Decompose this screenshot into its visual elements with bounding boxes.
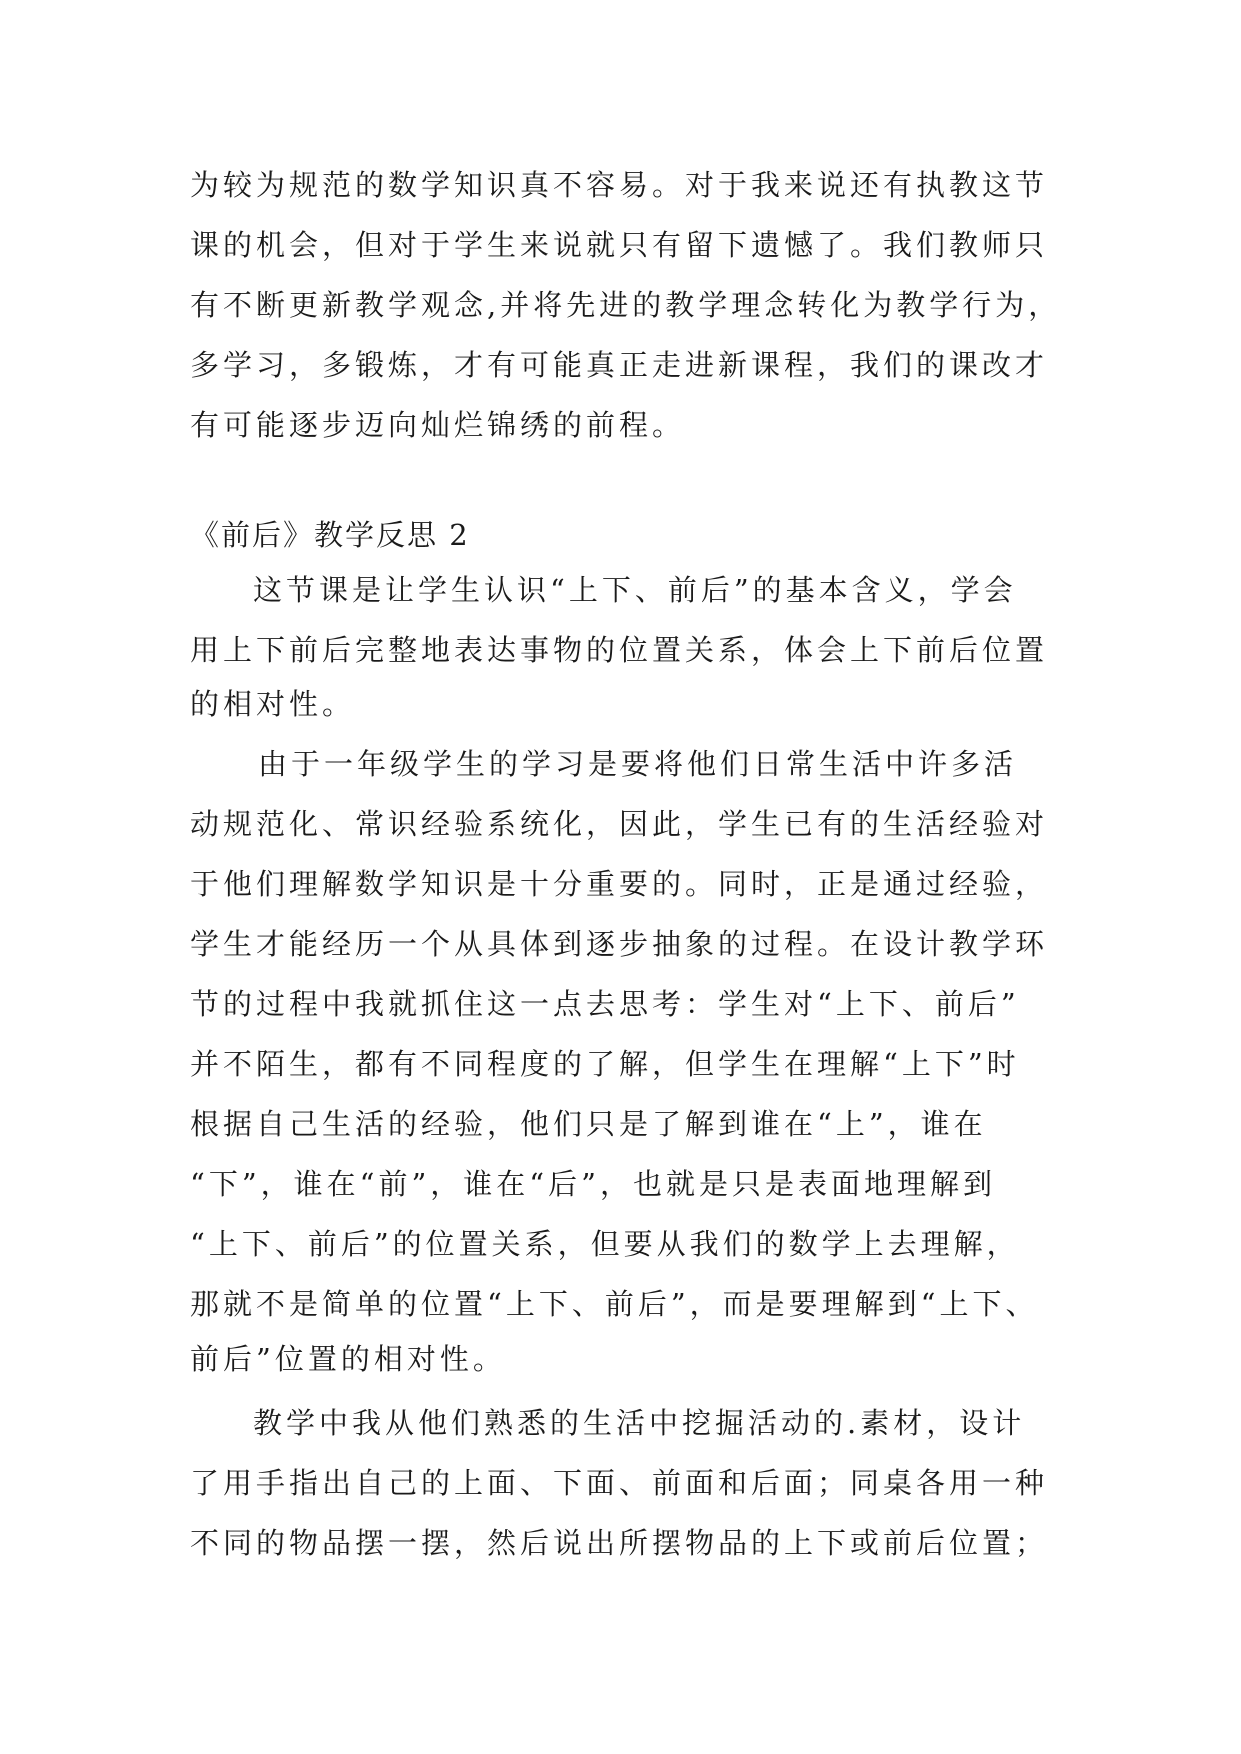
paragraph-line: 前后”位置的相对性。 <box>190 1342 506 1376</box>
paragraph-line: 根据自己生活的经验，他们只是了解到谁在“上”，谁在 <box>190 1107 987 1141</box>
paragraph-line: 并不陌生，都有不同程度的了解，但学生在理解“上下”时 <box>190 1047 1020 1081</box>
paragraph-line: 由于一年级学生的学习是要将他们日常生活中许多活 <box>258 747 1018 781</box>
paragraph-line: 了用手指出自己的上面、下面、前面和后面；同桌各用一种 <box>190 1466 1049 1500</box>
paragraph-line: 于他们理解数学知识是十分重要的。同时，正是通过经验， <box>190 867 1049 901</box>
paragraph-line: “下”，谁在“前”，谁在“后”，也就是只是表面地理解到 <box>190 1167 996 1201</box>
paragraph-line: 动规范化、常识经验系统化，因此，学生已有的生活经验对 <box>190 807 1049 841</box>
paragraph-line: 不同的物品摆一摆，然后说出所摆物品的上下或前后位置； <box>190 1526 1049 1560</box>
paragraph-line: 这节课是让学生认识“上下、前后”的基本含义，学会 <box>253 573 1017 607</box>
paragraph-line: 为较为规范的数学知识真不容易。对于我来说还有执教这节 <box>190 168 1049 202</box>
paragraph-line: 有不断更新教学观念,并将先进的教学理念转化为教学行为， <box>190 288 1062 322</box>
paragraph-line: 节的过程中我就抓住这一点去思考：学生对“上下、前后” <box>190 987 1020 1021</box>
paragraph-line: 学生才能经历一个从具体到逐步抽象的过程。在设计教学环 <box>190 927 1049 961</box>
paragraph-line: 的相对性。 <box>190 687 356 721</box>
paragraph-line: 用上下前后完整地表达事物的位置关系，体会上下前后位置 <box>190 633 1049 667</box>
paragraph-line: “上下、前后”的位置关系，但要从我们的数学上去理解， <box>190 1227 1020 1261</box>
paragraph-line: 课的机会，但对于学生来说就只有留下遗憾了。我们教师只 <box>190 228 1049 262</box>
paragraph-line: 那就不是简单的位置“上下、前后”，而是要理解到“上下、 <box>190 1287 1039 1321</box>
paragraph-line: 多学习，多锻炼，才有可能真正走进新课程，我们的课改才 <box>190 348 1049 382</box>
section-heading: 《前后》教学反思 2 <box>190 518 470 552</box>
paragraph-line: 教学中我从他们熟悉的生活中挖掘活动的.素材，设计 <box>253 1406 1026 1440</box>
paragraph-line: 有可能逐步迈向灿烂锦绣的前程。 <box>190 408 686 442</box>
